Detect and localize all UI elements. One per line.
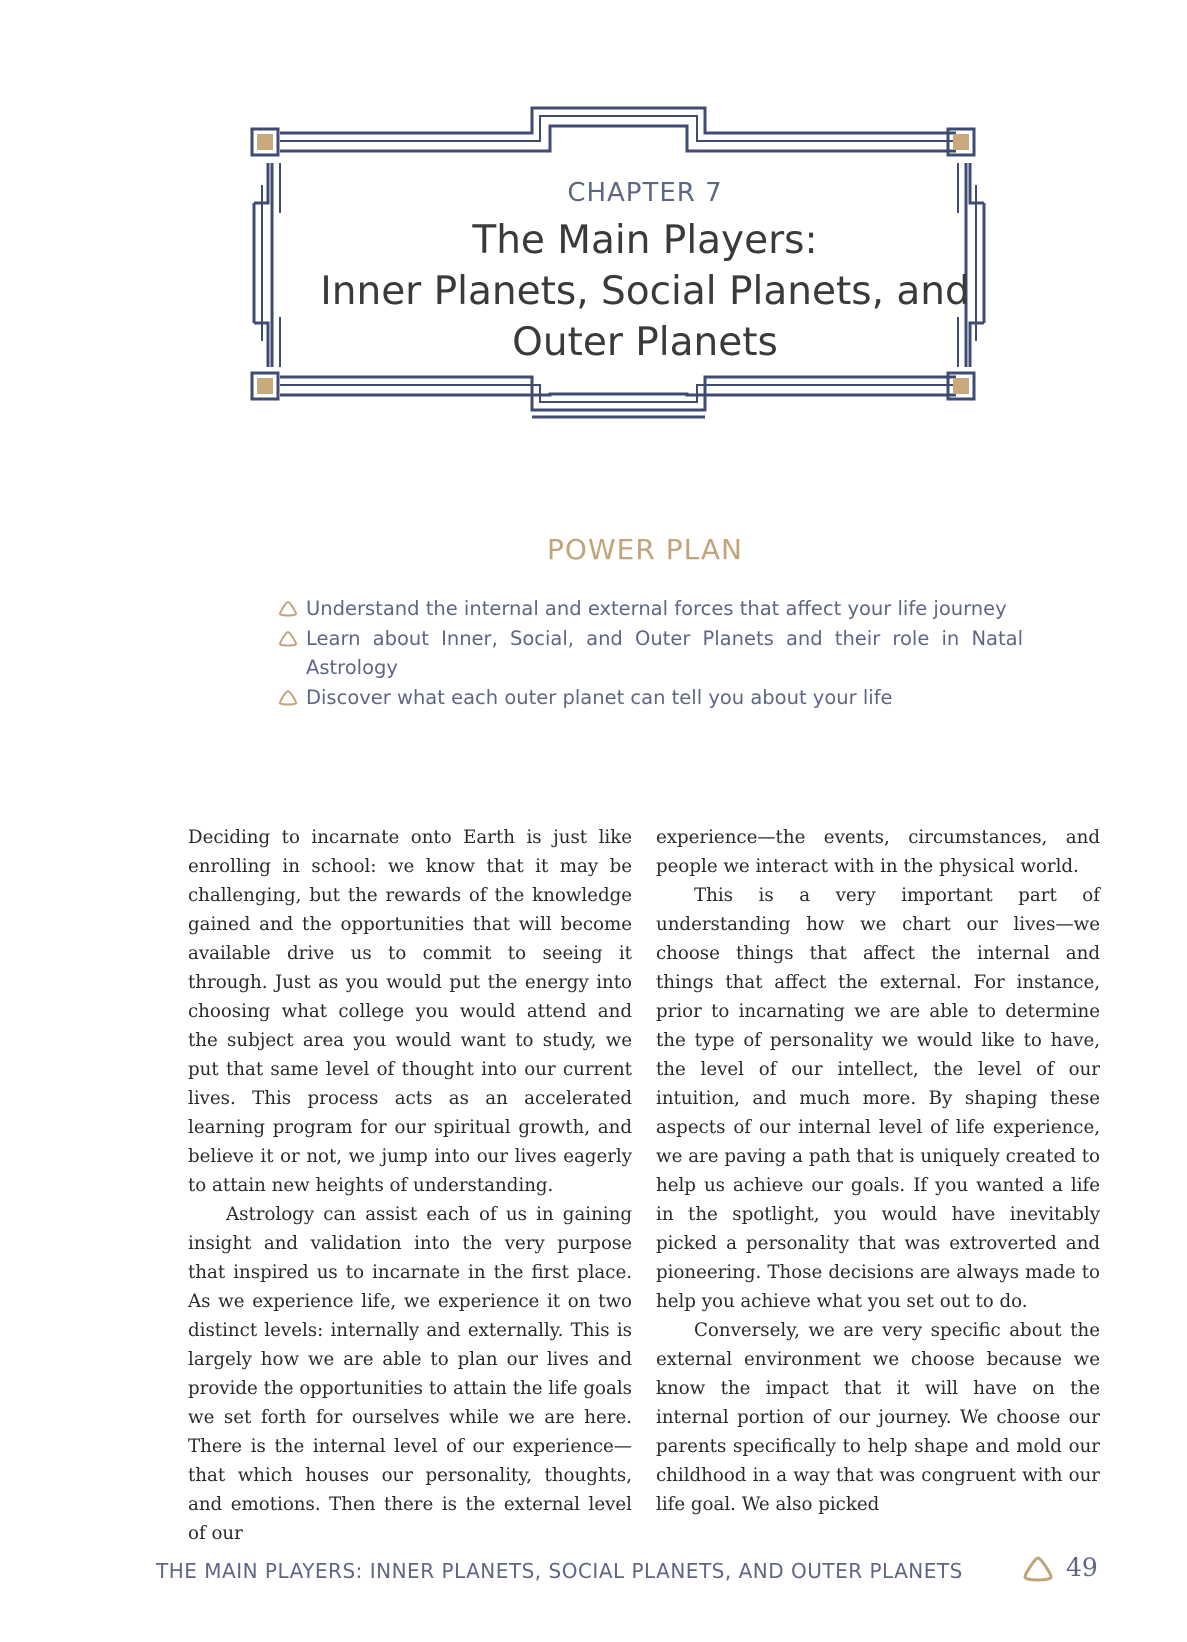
- page-number: 49: [1066, 1553, 1098, 1582]
- power-plan-heading: POWER PLAN: [547, 533, 743, 566]
- running-footer: THE MAIN PLAYERS: INNER PLANETS, SOCIAL PLANETS, AND OUTER PLANETS: [156, 1559, 963, 1583]
- chapter-title: [280, 215, 1010, 368]
- body-paragraph: Astrology can assist each of us in gaining insight and validation into the very purpose that inspired us to incarnate in the first place. As we experience life, we experience it on two distinct levels: internally and externally. This is largely how we are able to plan our lives and provide the opportunities to attain the life goals we set forth for ourselves while we are here. There is the internal level of our experience—that which houses our personality, thoughts, and emotions. Then there is the external level of our: [188, 1204, 632, 1544]
- power-plan-item-text: Discover what each outer planet can tell you about your life: [306, 685, 893, 709]
- rounded-triangle-icon: [278, 630, 298, 648]
- rounded-triangle-icon: [278, 689, 298, 707]
- body-column-left: [188, 823, 632, 1548]
- chapter-title-line: Inner Planets, Social Planets, and: [320, 269, 970, 314]
- power-plan-item-text: Understand the internal and external forces that affect your life journey: [306, 597, 1007, 620]
- power-plan-item-text: Learn about Inner, Social, and Outer Planets and their role in Natal Astrology: [306, 626, 1023, 679]
- power-plan-item: [278, 594, 1023, 624]
- power-plan-item: [278, 624, 1023, 683]
- rounded-triangle-icon: [1022, 1555, 1054, 1583]
- body-paragraph: Deciding to incarnate onto Earth is just like enrolling in school: we know that it may be challenging, but the rewards of the knowledge gained and the opportunities that will become available drive us to commit to seeing it through. Just as you would put the energy into choosing what college you would attend and the subject area you would want to study, we put that same level of thought into our current lives. This process acts as an accelerated learning program for our spiritual growth, and believe it or not, we jump into our lives eagerly to attain new heights of understanding.: [188, 827, 632, 1196]
- chapter-title-line: Outer Planets: [512, 320, 778, 365]
- body-column-right: [656, 823, 1100, 1519]
- rounded-triangle-icon: [278, 600, 298, 618]
- body-paragraph: experience—the events, circumstances, and people we interact with in the physical world.: [656, 827, 1100, 877]
- power-plan-item: [278, 683, 1023, 713]
- power-plan-list: [278, 594, 1023, 712]
- chapter-number: CHAPTER 7: [567, 178, 723, 208]
- chapter-title-line: The Main Players:: [472, 218, 818, 263]
- body-paragraph: Conversely, we are very specific about the external environment we choose because we know the impact that it will have on the internal portion of our journey. We choose our parents specifically to help shape and mold our childhood in a way that was congruent with our life goal. We also picked: [656, 1320, 1100, 1515]
- body-paragraph: This is a very important part of understanding how we chart our lives—we choose things that affect the internal and things that affect the external. For instance, prior to incarnating we are able to determine the type of personality we would like to have, the level of our intellect, the level of our intuition, and much more. By shaping these aspects of our internal level of life experience, we are paving a path that is uniquely created to help us achieve our goals. If you wanted a life in the spotlight, you would have inevitably picked a personality that was extroverted and pioneering. Those decisions are always made to help you achieve what you set out to do.: [656, 885, 1100, 1312]
